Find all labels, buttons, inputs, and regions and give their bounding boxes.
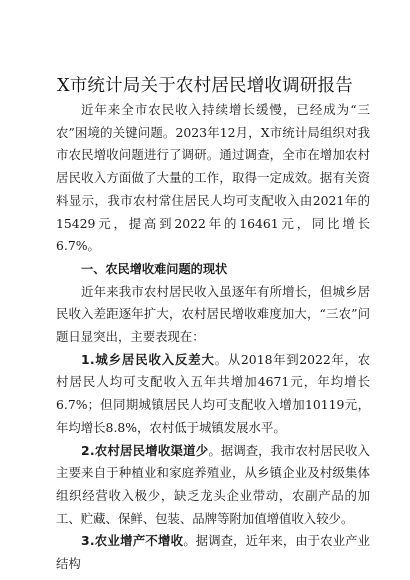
point-lead-1: 1.城乡居民收入反差大 xyxy=(81,351,215,367)
point-paragraph-2 xyxy=(56,440,370,531)
section-intro-paragraph: 近年来我市农村居民收入虽逐年有所增长，但城乡居民收入差距逐年扩大，农村居民增收难度加大，“三农”问题日显突出，主要表现在： xyxy=(56,283,370,345)
point-lead-3: 3.农业增产不增收 xyxy=(81,533,184,549)
point-text-3: 。据调查，近年来，由于农业产业结构 xyxy=(56,533,370,572)
point-paragraph-3 xyxy=(56,530,370,575)
point-text-2: 。据调查，我市农村居民收入主要来自于种植业和家庭养殖业，从乡镇企业及村级集体组织经营收入极少，缺乏龙头企业带动，农副产品的加工、贮藏、保鲜、包装、品牌等附加值增值收入较少。 xyxy=(56,442,371,526)
point-paragraph-1 xyxy=(56,349,370,440)
document-body xyxy=(56,99,370,576)
point-lead-2: 2.农村居民增收渠道少 xyxy=(81,442,209,458)
document-title: X市统计局关于农村居民增收调研报告 xyxy=(57,76,353,96)
intro-paragraph: 近年来全市农民收入持续增长缓慢，已经成为“三农”困境的关键问题。2023年12月，X市统计局组织对我市农民增收问题进行了调研。通过调查，全市在增加农村居民收入方面做了大量的工作，取得一定成效。据有关资料显示，我市农村常住居民人均可支配收入由2021年的15429元，提高到2022年的16461元，同比增长6.7%。 xyxy=(56,102,370,254)
section-heading: 一、农民增收难问题的现状 xyxy=(81,261,228,276)
point-text-1: 。从2018年到2022年，农村居民人均可支配收入五年共增加4671元，年均增长6.7%；但同期城镇居民人均可支配收入增加10119元，年均增长8.8%，农村低于城镇发展水平。 xyxy=(56,351,370,435)
